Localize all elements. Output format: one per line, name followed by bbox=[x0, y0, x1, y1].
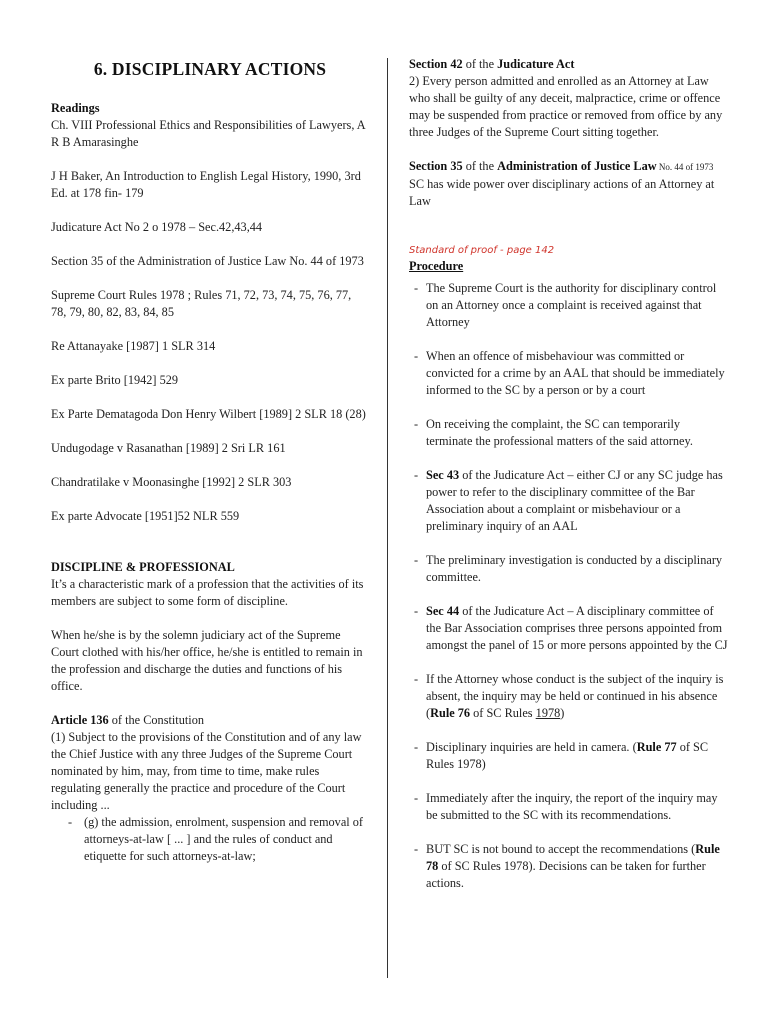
reading-item: Re Attanayake [1987] 1 SLR 314 bbox=[51, 339, 216, 353]
section-35-label: Section 35 bbox=[409, 159, 463, 173]
section-42-heading bbox=[409, 56, 729, 73]
reading-item: J H Baker, An Introduction to English Legal History, 1990, 3rd Ed. at 178 fin- 179 bbox=[51, 169, 361, 200]
list-item bbox=[409, 416, 729, 450]
list-item-text: ) bbox=[560, 706, 565, 720]
sec-43-label: Sec 43 bbox=[426, 468, 460, 482]
article-text: (1) Subject to the provisions of the Constitution and of any law the Chief Justice with any three Judges of the Supreme Court nominated by him, may, from time to time, make rules regulating generally the practice and procedure of the Court including ... bbox=[51, 730, 362, 812]
procedure-list bbox=[409, 280, 729, 892]
list-item-text: of SC Rules 1978) bbox=[426, 740, 709, 771]
handwritten-note: Standard of proof - page 142 bbox=[409, 245, 555, 256]
list-item-text: BUT SC is not bound to accept the recommendations ( bbox=[426, 842, 696, 856]
rule-77-label: Rule 77 bbox=[636, 740, 677, 754]
heading-connector: of the bbox=[462, 57, 498, 71]
section-35-heading bbox=[409, 158, 729, 176]
discipline-paragraph: It’s a characteristic mark of a profession that the activities of its members are subject to some form of discipline. bbox=[51, 577, 364, 608]
list-item-text: On receiving the complaint, the SC can temporarily terminate the professional matters of the said attorney. bbox=[426, 417, 693, 448]
reading-item: Chandratilake v Moonasinghe [1992] 2 SLR 303 bbox=[51, 475, 292, 489]
discipline-paragraph: When he/she is by the solemn judiciary act of the Supreme Court clothed with his/her office, he/she is entitled to remain in the profession and discharge the duties and functions of his office. bbox=[51, 628, 363, 693]
list-item-text: The preliminary investigation is conducted by a disciplinary committee. bbox=[426, 553, 723, 584]
article-number: Article 136 bbox=[51, 713, 109, 727]
section-42-label: Section 42 bbox=[409, 57, 463, 71]
list-item-text: Immediately after the inquiry, the report of the inquiry may be submitted to the SC with its recommendations. bbox=[426, 791, 718, 822]
column-divider bbox=[387, 58, 388, 978]
list-item-text: Disciplinary inquiries are held in camera. ( bbox=[426, 740, 637, 754]
judicature-act-label: Judicature Act bbox=[497, 57, 575, 71]
reading-item: Ch. VIII Professional Ethics and Responsibilities of Lawyers, A R B Amarasinghe bbox=[51, 118, 365, 149]
article-heading bbox=[51, 712, 369, 729]
article-sub-text: (g) the admission, enrolment, suspension and removal of attorneys-at-law [ ... ] and the rules of conduct and etiquette for such attorneys-at-law; bbox=[84, 815, 364, 863]
rule-78-label: Rule 78 bbox=[426, 842, 720, 873]
list-item bbox=[409, 671, 729, 722]
list-item bbox=[409, 467, 729, 535]
reading-item: Section 35 of the Administration of Justice Law No. 44 of 1973 bbox=[51, 254, 364, 268]
list-item-text: When an offence of misbehaviour was committed or convicted for a crime by an AAL that should be immediately informed to the SC by a person or by a court bbox=[426, 349, 725, 397]
administration-of-justice-label: Administration of Justice Law bbox=[497, 159, 657, 173]
list-item bbox=[409, 739, 729, 773]
list-item-text: The Supreme Court is the authority for disciplinary control on an Attorney once a complaint is received against that Attorney bbox=[426, 281, 717, 329]
left-column bbox=[51, 58, 369, 865]
section-35-text: SC has wide power over disciplinary actions of an Attorney at Law bbox=[409, 177, 715, 208]
article-sub-item bbox=[51, 814, 369, 865]
section-42-text: 2) Every person admitted and enrolled as an Attorney at Law who shall be guilty of any deceit, malpractice, crime or offence may be suspended from practice or removed from office by any three Judges of the Supreme Court sitting together. bbox=[409, 74, 723, 139]
list-item bbox=[409, 790, 729, 824]
rule-76-label: Rule 76 bbox=[430, 706, 471, 720]
discipline-heading: DISCIPLINE & PROFESSIONAL bbox=[51, 560, 235, 574]
list-item bbox=[409, 841, 729, 892]
reading-item: Ex parte Brito [1942] 529 bbox=[51, 373, 179, 387]
heading-connector: of the bbox=[462, 159, 498, 173]
list-item-text: of SC Rules bbox=[470, 706, 536, 720]
list-item bbox=[409, 280, 729, 331]
reading-item: Supreme Court Rules 1978 ; Rules 71, 72, 73, 74, 75, 76, 77, 78, 79, 80, 82, 83, 84, 85 bbox=[51, 288, 352, 319]
list-item-text: of the Judicature Act – A disciplinary committee of the Bar Association comprises three persons appointed from amongst the panel of 15 or more persons appointed by the CJ bbox=[426, 604, 728, 652]
sec-44-label: Sec 44 bbox=[426, 604, 460, 618]
list-item bbox=[409, 603, 729, 654]
list-item bbox=[409, 348, 729, 399]
law-number: No. 44 of 1973 bbox=[656, 162, 714, 172]
right-column bbox=[409, 56, 729, 909]
dash-marker: - bbox=[68, 815, 73, 829]
list-item-text: of SC Rules 1978). Decisions can be taken for further actions. bbox=[426, 859, 706, 890]
list-item bbox=[409, 552, 729, 586]
article-heading-rest: of the Constitution bbox=[108, 713, 205, 727]
underlined-year: 1978 bbox=[535, 706, 561, 720]
reading-item: Ex Parte Dematagoda Don Henry Wilbert [1989] 2 SLR 18 (28) bbox=[51, 407, 366, 421]
list-item-text: of the Judicature Act – either CJ or any SC judge has power to refer to the disciplinary committee of the Bar Association about a complaint or misbehaviour or a preliminary inquiry of an AAL bbox=[426, 468, 723, 533]
procedure-heading: Procedure bbox=[409, 259, 464, 273]
reading-item: Judicature Act No 2 o 1978 – Sec.42,43,44 bbox=[51, 220, 263, 234]
readings-heading: Readings bbox=[51, 101, 100, 115]
reading-item: Ex parte Advocate [1951]52 NLR 559 bbox=[51, 509, 240, 523]
list-item-text: If the Attorney whose conduct is the subject of the inquiry is absent, the inquiry may be held or continued in his absence ( bbox=[426, 672, 724, 720]
reading-item: Undugodage v Rasanathan [1989] 2 Sri LR 161 bbox=[51, 441, 286, 455]
page-title: 6. DISCIPLINARY ACTIONS bbox=[93, 59, 327, 79]
